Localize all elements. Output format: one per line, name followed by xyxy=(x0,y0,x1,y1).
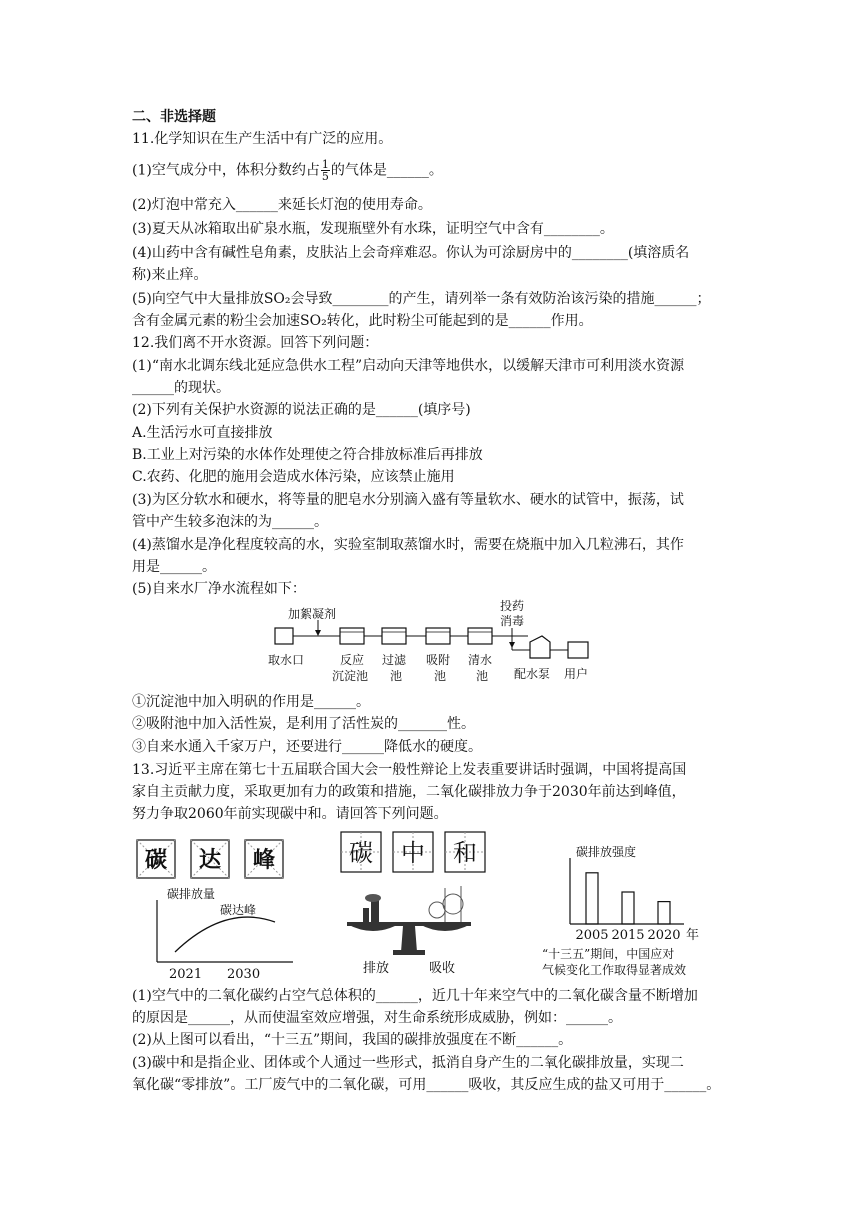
label-add-drug-2: 消毒 xyxy=(500,614,525,628)
arrow-head xyxy=(315,630,321,636)
q13-part1-line1: (1)空气中的二氧化碳约占空气总体积的______，近几十年来空气中的二氧化碳含量不断增加 xyxy=(132,988,698,1004)
q11-part1-a: (1)空气成分中，体积分数约占 xyxy=(132,162,320,179)
bar-2005 xyxy=(586,873,598,924)
label-react-2: 沉淀池 xyxy=(332,669,369,683)
q11-part4-line1: (4)山药中含有碱性皂角素，皮肤沾上会奇痒难忍。你认为可涂厨房中的________(填溶质名 xyxy=(132,245,690,261)
q12-part1-line2: ______的现状。 xyxy=(132,380,230,396)
peak-ylabel: 碳排放量 xyxy=(167,887,216,901)
tick-2015: 2015 xyxy=(611,928,645,943)
grid-char-box-6 xyxy=(445,832,485,872)
user-box xyxy=(568,642,588,658)
emission-curve xyxy=(175,917,275,952)
q12-option-c: C.农药、化肥的施用会造成水体污染，应该禁止施用 xyxy=(132,469,455,485)
grid-char-box-5 xyxy=(393,832,433,872)
label-add-coagulant: 加絮凝剂 xyxy=(288,607,337,621)
bar-2015 xyxy=(622,892,634,924)
pump-icon xyxy=(530,636,550,658)
label-adsorb-1: 吸附 xyxy=(426,653,451,667)
q13-stem-line1: 13.习近平主席在第七十五届联合国大会一般性辩论上发表重要讲话时强调，中国将提高国 xyxy=(132,762,687,778)
label-filter-1: 过滤 xyxy=(382,653,407,667)
q11-part5-line2: 含有金属元素的粉尘会加速SO₂转化，此时粉尘可能起到的是______作用。 xyxy=(132,313,593,329)
q11-part5-line1: (5)向空气中大量排放SO₂会导致________的产生，请列举一条有效防治该污染的措施______； xyxy=(132,291,711,307)
q12-sub1: ①沉淀池中加入明矾的作用是______。 xyxy=(132,694,370,710)
chart-x-suffix: 年 xyxy=(686,928,700,943)
grid-char-box-4 xyxy=(341,832,381,872)
carbon-peak-figure xyxy=(135,834,295,982)
tick-2020: 2020 xyxy=(647,928,681,943)
q13-part3-line1: (3)碳中和是指企业、团体或个人通过一些形式，抵消自身产生的二氧化碳排放量，实现二 xyxy=(132,1055,684,1071)
carbon-neutral-figure xyxy=(333,828,493,980)
q11-part4-line2: 称)来止痒。 xyxy=(132,267,208,283)
grid-char-box-1 xyxy=(137,840,175,878)
label-intake: 取水口 xyxy=(268,653,305,667)
q12-sub2: ②吸附池中加入活性炭，是利用了活性炭的_______性。 xyxy=(132,716,475,732)
chart-tick-labels xyxy=(575,928,680,943)
label-adsorb-2: 池 xyxy=(434,669,447,683)
q11-part2: (2)灯泡中常充入______来延长灯泡的使用寿命。 xyxy=(132,197,432,213)
label-add-drug-1: 投药 xyxy=(500,599,525,613)
q12-option-b: B.工业上对污染的水体作处理使之符合排放标准后再排放 xyxy=(132,447,483,463)
q12-option-a: A.生活污水可直接排放 xyxy=(132,425,273,441)
chart-caption-line2: 气候变化工作取得显著成效 xyxy=(542,963,687,977)
char-zhong: 中 xyxy=(401,839,425,867)
clear-water-tank xyxy=(468,628,492,644)
label-emit: 排放 xyxy=(363,961,390,976)
grid-char-box-2 xyxy=(191,840,229,878)
q12-part2: (2)下列有关保护水资源的说法正确的是______(填序号) xyxy=(132,402,471,418)
water-treatment-diagram xyxy=(260,598,600,688)
q12-part4-line2: 用是______。 xyxy=(132,559,216,575)
q12-stem: 12.我们离不开水资源。回答下列问题： xyxy=(132,335,379,351)
q12-part3-line1: (3)为区分软水和硬水，将等量的肥皂水分别滴入盛有等量软水、硬水的试管中，振荡，试 xyxy=(132,492,684,508)
fraction-numerator: 1 xyxy=(321,158,329,171)
fraction-denominator: 5 xyxy=(321,170,329,183)
char-tan-1: 碳 xyxy=(144,847,168,873)
q13-part2: (2)从上图可以看出，“十三五”期间，我国的碳排放强度在不断______。 xyxy=(132,1032,573,1048)
char-he: 和 xyxy=(453,839,477,867)
q11-part3: (3)夏天从冰箱取出矿泉水瓶，发现瓶壁外有水珠，证明空气中含有________。 xyxy=(132,221,614,237)
q11-stem: 11.化学知识在生产生活中有广泛的应用。 xyxy=(132,131,393,147)
q12-part1-line1: (1)“南水北调东线北延应急供水工程”启动向天津等地供水，以缓解天津市可利用淡水资源 xyxy=(132,358,685,374)
section-heading: 二、非选择题 xyxy=(132,109,216,125)
grid-char-box-3 xyxy=(245,840,283,878)
q12-part4-line1: (4)蒸馏水是净化程度较高的水，实验室制取蒸馏水时，需要在烧瓶中加入几粒沸石，其作 xyxy=(132,537,684,553)
year-2030: 2030 xyxy=(227,967,261,982)
chart-bars xyxy=(586,873,670,924)
char-feng: 峰 xyxy=(252,847,276,873)
char-tan-2: 碳 xyxy=(349,839,373,867)
peak-label: 碳达峰 xyxy=(220,903,257,917)
carbon-intensity-chart xyxy=(536,842,736,982)
label-absorb: 吸收 xyxy=(429,961,456,976)
q13-stem-line2: 家自主贡献力度，采取更加有力的政策和措施，二氧化碳排放力争于2030年前达到峰值， xyxy=(132,784,686,800)
tick-2005: 2005 xyxy=(575,928,609,943)
label-react-1: 反应 xyxy=(340,653,365,667)
fraction xyxy=(321,159,330,182)
label-pump: 配水泵 xyxy=(514,667,551,681)
intake-box xyxy=(275,628,293,644)
adsorption-tank xyxy=(426,628,450,644)
q13-part1-line2: 的原因是______，从而使温室效应增强，对生命系统形成威胁，例如：______。 xyxy=(132,1010,622,1026)
q13-part3-line2: 氧化碳“零排放”。工厂废气中的二氧化碳，可用______吸收，其反应生成的盐又可用于______。 xyxy=(132,1077,721,1093)
balance-scale-icon xyxy=(347,886,471,955)
chart-caption-line1: “十三五”期间，中国应对 xyxy=(542,947,675,961)
label-clear-2: 池 xyxy=(476,669,489,683)
filter-tank xyxy=(382,628,406,644)
q11-part1 xyxy=(132,159,443,182)
q13-stem-line3: 努力争取2060年前实现碳中和。请回答下列问题。 xyxy=(132,806,448,822)
bar-2020 xyxy=(658,902,670,924)
char-da: 达 xyxy=(198,847,222,873)
reaction-tank xyxy=(340,628,364,644)
label-user: 用户 xyxy=(564,667,589,681)
year-2021: 2021 xyxy=(169,967,203,982)
label-filter-2: 池 xyxy=(390,669,403,683)
chart-ylabel: 碳排放强度 xyxy=(576,845,637,859)
q12-sub3: ③自来水通入千家万户，还要进行______降低水的硬度。 xyxy=(132,739,482,755)
q12-part5: (5)自来水厂净水流程如下： xyxy=(132,581,306,597)
q12-part3-line2: 管中产生较多泡沫的为______。 xyxy=(132,514,328,530)
label-clear-1: 清水 xyxy=(468,653,493,667)
q11-part1-b: 的气体是______。 xyxy=(330,162,443,179)
